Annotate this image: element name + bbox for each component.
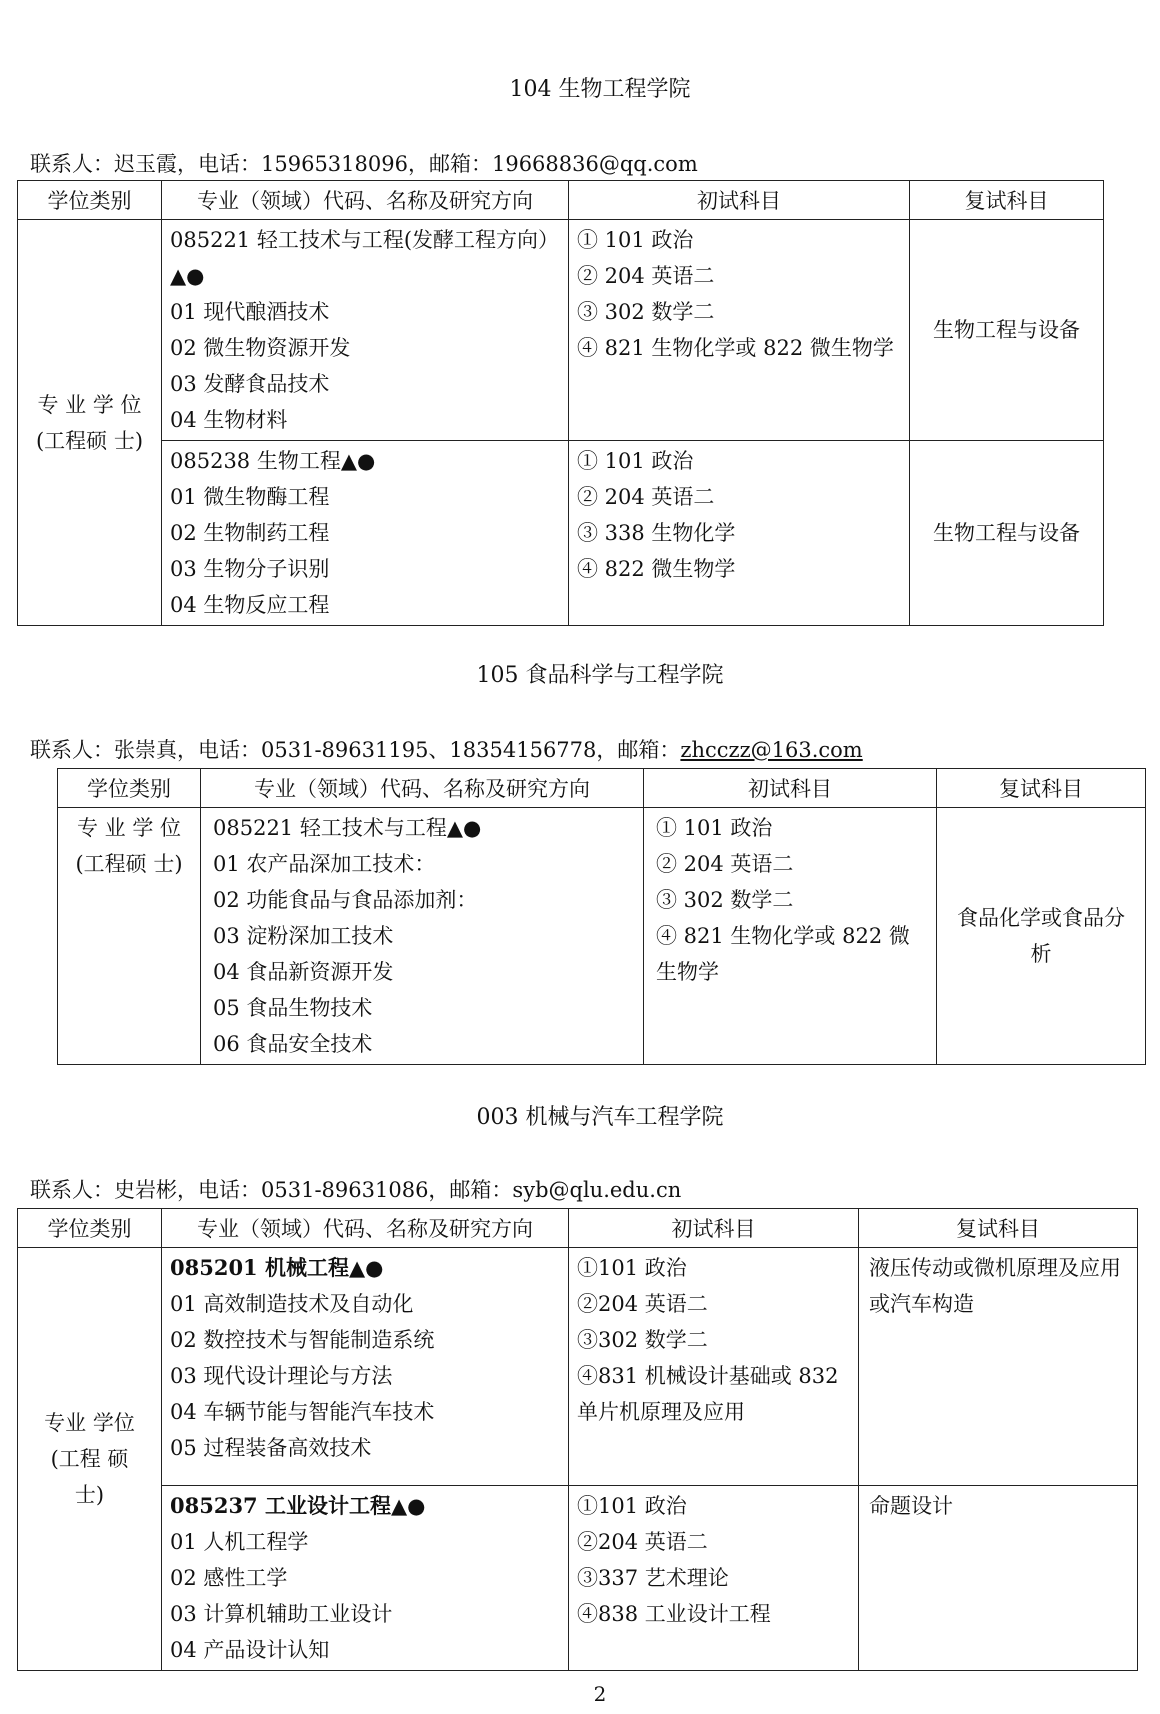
major-line: 02 功能食品与食品添加剂： (213, 888, 478, 912)
major-line: 03 计算机辅助工业设计 (170, 1602, 393, 1626)
section-title: 003 机械与汽车工程学院 (476, 1105, 724, 1130)
major-line: 02 感性工学 (170, 1566, 288, 1590)
email-link[interactable]: zhcczz@163.com (680, 738, 863, 762)
major-line: 03 现代设计理论与方法 (170, 1364, 393, 1388)
major-line: 085238 生物工程▲● (170, 449, 376, 473)
degree-category: 专业 学位(工程 硕士) (18, 1248, 162, 1671)
major-line: 04 产品设计认知 (170, 1638, 330, 1662)
page-number: 2 (593, 1682, 607, 1706)
exam-line: ① 101 政治 (577, 228, 694, 252)
exam-line: ④ 821 生物化学或 822 微生物学 (577, 336, 894, 360)
major-line: 01 农产品深加工技术： (213, 852, 436, 876)
retest-cell: 液压传动或微机原理及应用或汽车构造 (859, 1248, 1138, 1486)
degree-category: 专 业 学 位(工程硕 士) (18, 220, 162, 626)
header-initial-exam: 初试科目 (569, 181, 910, 220)
exam-line: ② 204 英语二 (577, 485, 715, 509)
degree-category: 专 业 学 位(工程硕 士) (58, 808, 201, 1065)
retest-cell: 生物工程与设备 (910, 220, 1104, 441)
exam-line: ④ 822 微生物学 (577, 557, 736, 581)
header-major: 专业（领域）代码、名称及研究方向 (162, 1209, 569, 1248)
header-initial-exam: 初试科目 (644, 769, 937, 808)
section-title: 104 生物工程学院 (509, 77, 691, 102)
header-retest: 复试科目 (937, 769, 1146, 808)
exam-cell (569, 220, 910, 441)
section-title: 105 食品科学与工程学院 (476, 663, 724, 688)
major-line: 04 生物反应工程 (170, 593, 330, 617)
major-line: 06 食品安全技术 (213, 1032, 373, 1056)
header-initial-exam: 初试科目 (569, 1209, 859, 1248)
exam-line: ④831 机械设计基础或 832 单片机原理及应用 (577, 1364, 839, 1424)
exam-cell (569, 1486, 859, 1671)
major-cell (162, 441, 569, 626)
exam-line: ①101 政治 (577, 1256, 687, 1280)
major-line: 085201 机械工程▲● (170, 1255, 384, 1280)
major-line: 02 微生物资源开发 (170, 336, 351, 360)
major-line: 05 食品生物技术 (213, 996, 373, 1020)
header-degree-type: 学位类别 (58, 769, 201, 808)
major-line: 01 高效制造技术及自动化 (170, 1292, 414, 1316)
major-line: 03 发酵食品技术 (170, 372, 330, 396)
header-retest: 复试科目 (859, 1209, 1138, 1248)
exam-line: ③ 302 数学二 (577, 300, 715, 324)
exam-line: ①101 政治 (577, 1494, 687, 1518)
header-major: 专业（领域）代码、名称及研究方向 (201, 769, 644, 808)
major-line: 01 微生物酶工程 (170, 485, 330, 509)
header-degree-type: 学位类别 (18, 1209, 162, 1248)
exam-cell (569, 1248, 859, 1486)
major-line: 02 数控技术与智能制造系统 (170, 1328, 435, 1352)
exam-line: ② 204 英语二 (656, 852, 794, 876)
exam-line: ④ 821 生物化学或 822 微生物学 (656, 924, 910, 984)
major-line: 04 车辆节能与智能汽车技术 (170, 1400, 435, 1424)
exam-line: ④838 工业设计工程 (577, 1602, 771, 1626)
contact-line: 联系人：迟玉霞，电话：15965318096，邮箱：19668836@qq.com (30, 152, 698, 176)
contact-line (30, 734, 863, 764)
exam-line: ① 101 政治 (656, 816, 773, 840)
major-cell (201, 808, 644, 1065)
major-cell (162, 1248, 569, 1486)
major-line: 01 人机工程学 (170, 1530, 309, 1554)
major-line: 01 现代酿酒技术 (170, 300, 330, 324)
major-line: 085221 轻工技术与工程(发酵工程方向）▲● (170, 228, 560, 288)
program-table (57, 768, 1146, 1065)
exam-line: ③ 302 数学二 (656, 888, 794, 912)
exam-cell (644, 808, 937, 1065)
retest-cell: 食品化学或食品分析 (937, 808, 1146, 1065)
exam-line: ① 101 政治 (577, 449, 694, 473)
major-cell (162, 1486, 569, 1671)
exam-line: ②204 英语二 (577, 1292, 708, 1316)
major-line: 04 生物材料 (170, 408, 288, 432)
contact-text: 联系人：张崇真，电话：0531-89631195、18354156778，邮箱： (30, 738, 681, 762)
exam-cell (569, 441, 910, 626)
retest-cell: 生物工程与设备 (910, 441, 1104, 626)
exam-line: ③ 338 生物化学 (577, 521, 736, 545)
exam-line: ②204 英语二 (577, 1530, 708, 1554)
contact-line: 联系人：史岩彬，电话：0531-89631086，邮箱：syb@qlu.edu.cn (30, 1178, 682, 1202)
program-table (17, 1208, 1138, 1671)
major-line: 02 生物制药工程 (170, 521, 330, 545)
major-line: 04 食品新资源开发 (213, 960, 394, 984)
header-retest: 复试科目 (910, 181, 1104, 220)
exam-line: ③302 数学二 (577, 1328, 708, 1352)
major-line: 085221 轻工技术与工程▲● (213, 816, 482, 840)
major-cell (162, 220, 569, 441)
major-line: 03 淀粉深加工技术 (213, 924, 394, 948)
exam-line: ③337 艺术理论 (577, 1566, 729, 1590)
major-line: 03 生物分子识别 (170, 557, 330, 581)
header-major: 专业（领域）代码、名称及研究方向 (162, 181, 569, 220)
exam-line: ② 204 英语二 (577, 264, 715, 288)
major-line: 05 过程装备高效技术 (170, 1436, 372, 1460)
program-table (17, 180, 1104, 626)
header-degree-type: 学位类别 (18, 181, 162, 220)
major-line: 085237 工业设计工程▲● (170, 1493, 426, 1518)
retest-cell: 命题设计 (859, 1486, 1138, 1671)
